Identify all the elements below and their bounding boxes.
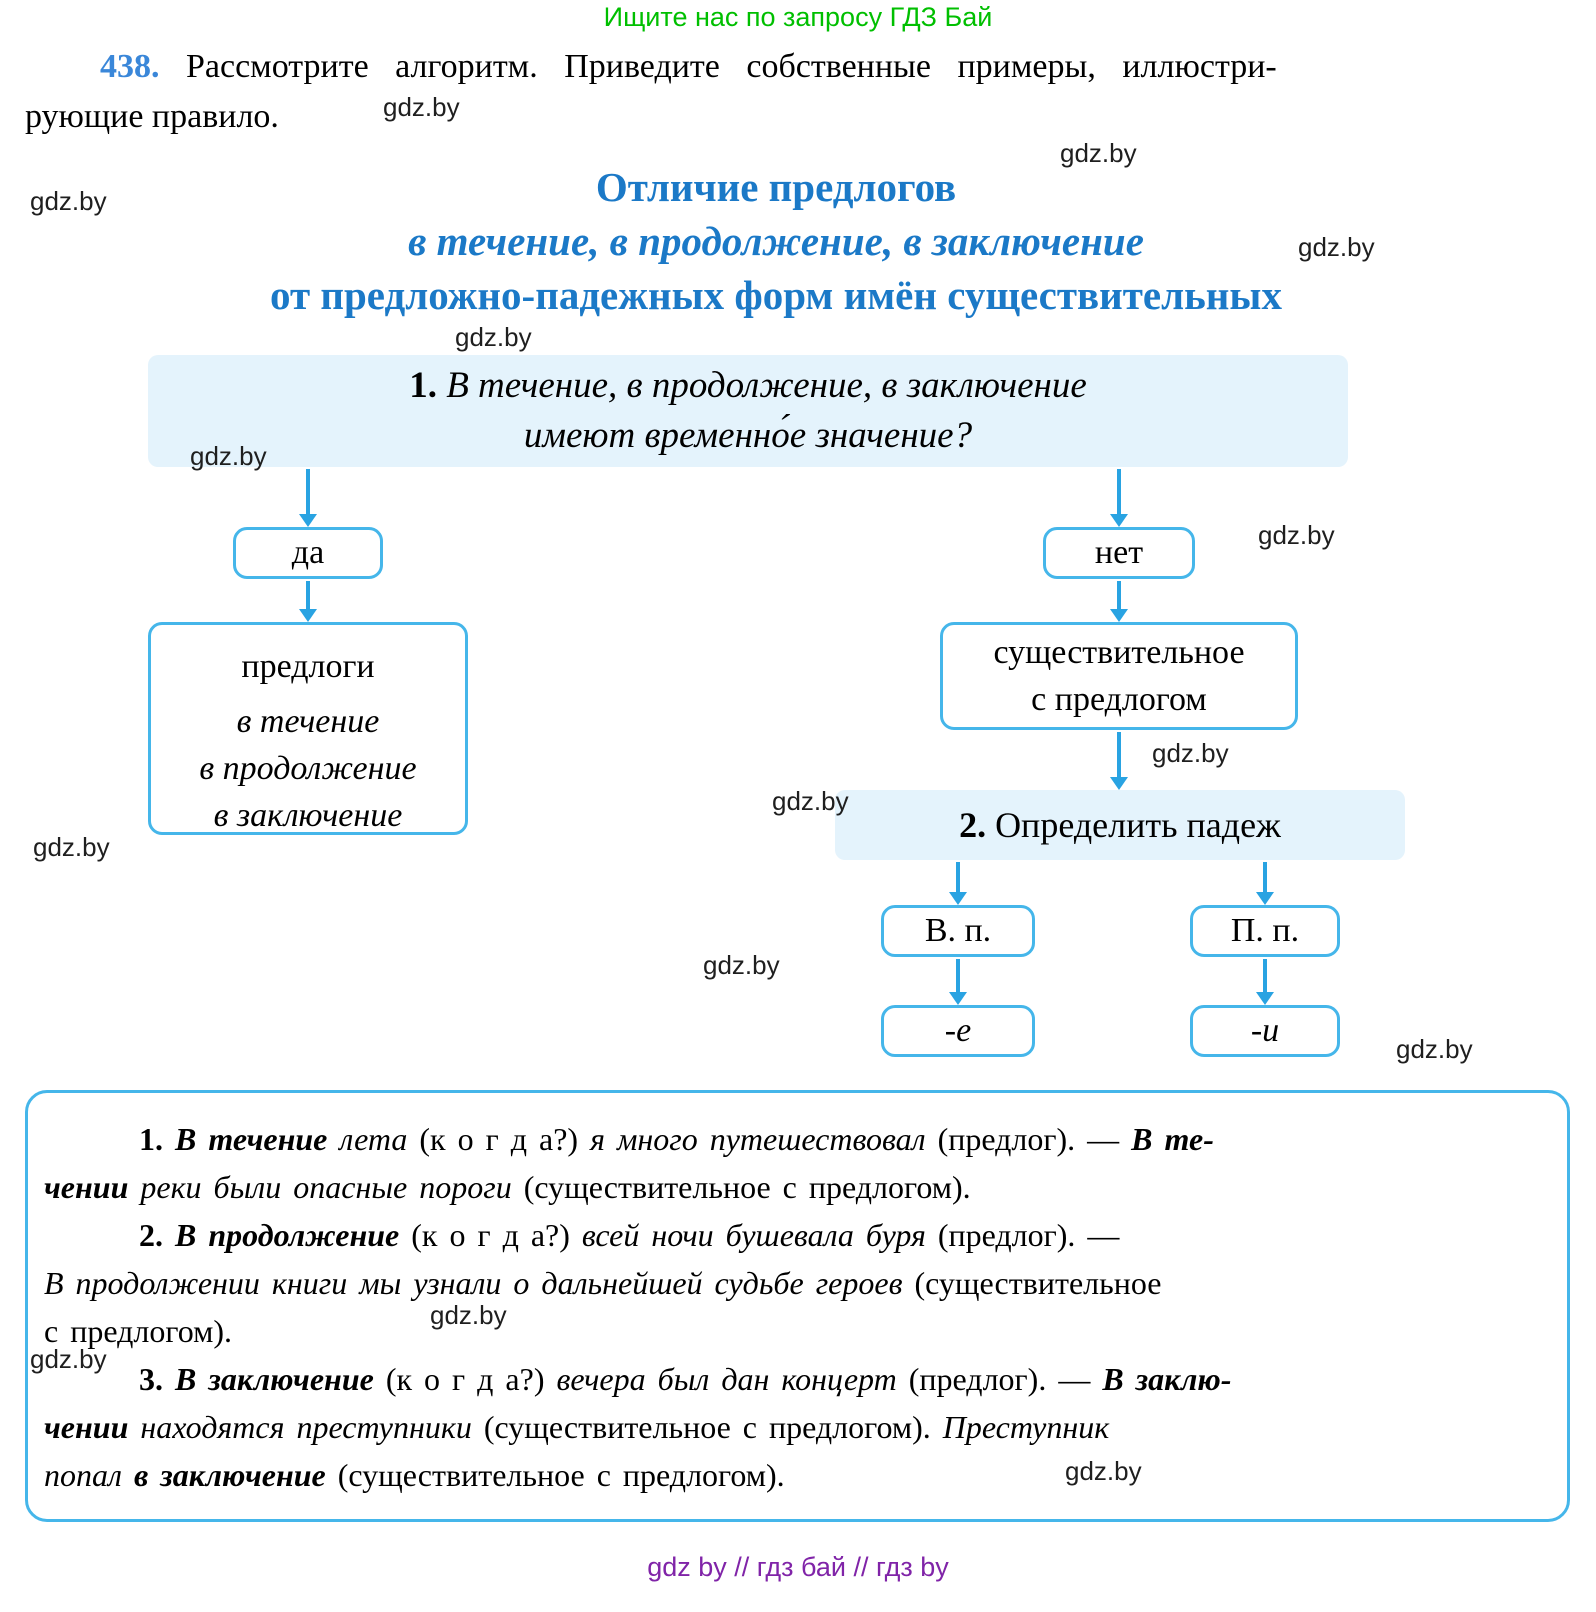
text-segment: Преступник bbox=[942, 1409, 1110, 1445]
exercise-number: 438. bbox=[100, 48, 160, 85]
example-3-line-1 bbox=[44, 1355, 1551, 1403]
text-segment: всей ночи бушевала буря bbox=[581, 1217, 938, 1253]
text-segment: (существительное с предлогом). bbox=[337, 1457, 785, 1493]
gdz-watermark: gdz.by bbox=[190, 441, 267, 471]
text-segment: 3. bbox=[139, 1361, 175, 1397]
gdz-watermark: gdz.by bbox=[30, 1344, 107, 1374]
question-1-number: 1. bbox=[409, 365, 447, 406]
diagram-title-line2: в течение, в продолжение, в заключение bbox=[408, 218, 1144, 264]
text-segment: реки были опасные пороги bbox=[128, 1169, 524, 1205]
text-segment: чении bbox=[44, 1409, 129, 1445]
node-case-accusative: В. п. bbox=[881, 905, 1035, 957]
preposition-item: в продолжение bbox=[199, 750, 417, 787]
node-no: нет bbox=[1043, 527, 1195, 579]
example-2-line-2 bbox=[44, 1259, 1551, 1307]
arrow-noun-to-q2 bbox=[1117, 732, 1121, 778]
gdz-header-text: Ищите нас по запросу ГДЗ Бай bbox=[603, 2, 993, 32]
example-2-line-3 bbox=[44, 1307, 1551, 1355]
node-case-prepositional: П. п. bbox=[1190, 905, 1340, 957]
example-3-line-3 bbox=[44, 1451, 1551, 1499]
flow-question-1 bbox=[148, 355, 1348, 467]
flow-question-1-line1 bbox=[409, 361, 1087, 411]
text-segment: (к о г д а?) bbox=[411, 1217, 582, 1253]
text-segment: в заключение bbox=[133, 1457, 338, 1493]
preposition-item: в заключение bbox=[213, 797, 403, 834]
text-segment: В заключение bbox=[175, 1361, 386, 1397]
text-segment: В заклю- bbox=[1102, 1361, 1232, 1397]
text-segment: В течение bbox=[175, 1121, 328, 1157]
node-ending-i: -и bbox=[1190, 1005, 1340, 1057]
noun-line1: существительное bbox=[993, 634, 1245, 671]
diagram-title-line1: Отличие предлогов bbox=[595, 164, 957, 210]
text-segment: вечера был дан концерт bbox=[556, 1361, 909, 1397]
gdz-watermark: gdz.by bbox=[455, 322, 532, 352]
text-segment: (существительное с предлогом). bbox=[483, 1409, 943, 1445]
prepositions-heading: предлоги bbox=[241, 648, 375, 685]
gdz-watermark: gdz.by bbox=[703, 950, 780, 980]
flow-question-2 bbox=[835, 790, 1405, 860]
text-segment: я много путешествовал bbox=[590, 1121, 938, 1157]
examples-panel bbox=[25, 1090, 1570, 1522]
gdz-watermark: gdz.by bbox=[33, 832, 110, 862]
exercise-instruction-line2: рующие правило. bbox=[25, 98, 279, 135]
arrow-accusative-to-ending-e bbox=[956, 959, 960, 993]
footer-watermark: gdz by // гдз бай // гдз by bbox=[647, 1552, 949, 1582]
gdz-watermark: gdz.by bbox=[1152, 738, 1229, 768]
text-segment: В те- bbox=[1131, 1121, 1214, 1157]
text-segment: (предлог). — bbox=[937, 1121, 1132, 1157]
arrow-no-to-noun bbox=[1117, 581, 1121, 610]
preposition-item: в течение bbox=[236, 703, 380, 740]
text-segment: (предлог). — bbox=[937, 1217, 1120, 1253]
node-prepositions bbox=[148, 622, 468, 835]
text-segment: В продолжение bbox=[175, 1217, 412, 1253]
text-segment: попал bbox=[44, 1457, 134, 1493]
text-segment: чении bbox=[44, 1169, 129, 1205]
exercise-instruction-line1 bbox=[25, 42, 1540, 92]
text-segment: (существительное bbox=[914, 1265, 1162, 1301]
text-segment: (предлог). — bbox=[908, 1361, 1103, 1397]
text-segment: (существительное с предлогом). bbox=[523, 1169, 971, 1205]
example-1-line-2 bbox=[44, 1163, 1551, 1211]
text-segment: 1. bbox=[139, 1121, 175, 1157]
node-ending-e: -е bbox=[881, 1005, 1035, 1057]
gdz-watermark: gdz.by bbox=[1298, 232, 1375, 262]
question-2-text: Определить падеж bbox=[995, 805, 1281, 845]
text-segment: (к о г д а?) bbox=[419, 1121, 591, 1157]
node-noun-with-preposition bbox=[940, 622, 1298, 730]
gdz-watermark: gdz.by bbox=[772, 786, 849, 816]
gdz-watermark: gdz.by bbox=[1396, 1034, 1473, 1064]
question-2-number: 2. bbox=[959, 805, 996, 845]
text-segment: В продолжении книги мы узнали о дальнейшей судьбе героев bbox=[44, 1265, 915, 1301]
text-segment: с предлогом). bbox=[44, 1313, 232, 1349]
gdz-watermark: gdz.by bbox=[383, 92, 460, 122]
gdz-watermark: gdz.by bbox=[1065, 1456, 1142, 1486]
arrow-q2-to-prepositional bbox=[1263, 862, 1267, 893]
example-1-line-1 bbox=[44, 1115, 1551, 1163]
noun-line2: с предлогом bbox=[1031, 681, 1207, 718]
gdz-watermark: gdz.by bbox=[430, 1300, 507, 1330]
gdz-watermark: gdz.by bbox=[30, 186, 107, 216]
arrow-yes-to-prepositions bbox=[306, 581, 310, 610]
diagram-title-line3: от предложно-падежных форм имён существительных bbox=[270, 272, 1282, 318]
node-yes: да bbox=[233, 527, 383, 579]
arrow-q2-to-accusative bbox=[956, 862, 960, 893]
gdz-watermark: gdz.by bbox=[1258, 520, 1335, 550]
text-segment: находятся преступники bbox=[128, 1409, 484, 1445]
gdz-watermark: gdz.by bbox=[1060, 138, 1137, 168]
text-segment: лета bbox=[327, 1121, 420, 1157]
flow-question-1-line2: имеют временно́е значение? bbox=[523, 415, 973, 456]
flow-question-2-line bbox=[959, 800, 1281, 850]
text-segment: (к о г д а?) bbox=[385, 1361, 557, 1397]
example-3-line-2 bbox=[44, 1403, 1551, 1451]
example-2-line-1 bbox=[44, 1211, 1551, 1259]
arrow-q1-to-yes bbox=[306, 469, 310, 515]
exercise-instruction bbox=[25, 42, 1540, 142]
arrow-q1-to-no bbox=[1117, 469, 1121, 515]
question-1-text: В течение, в продолжение, в заключение bbox=[446, 365, 1087, 406]
arrow-prepositional-to-ending-i bbox=[1263, 959, 1267, 993]
exercise-text-line1: Рассмотрите алгоритм. Приведите собственные примеры, иллюстри- bbox=[159, 48, 1277, 85]
text-segment: 2. bbox=[139, 1217, 175, 1253]
